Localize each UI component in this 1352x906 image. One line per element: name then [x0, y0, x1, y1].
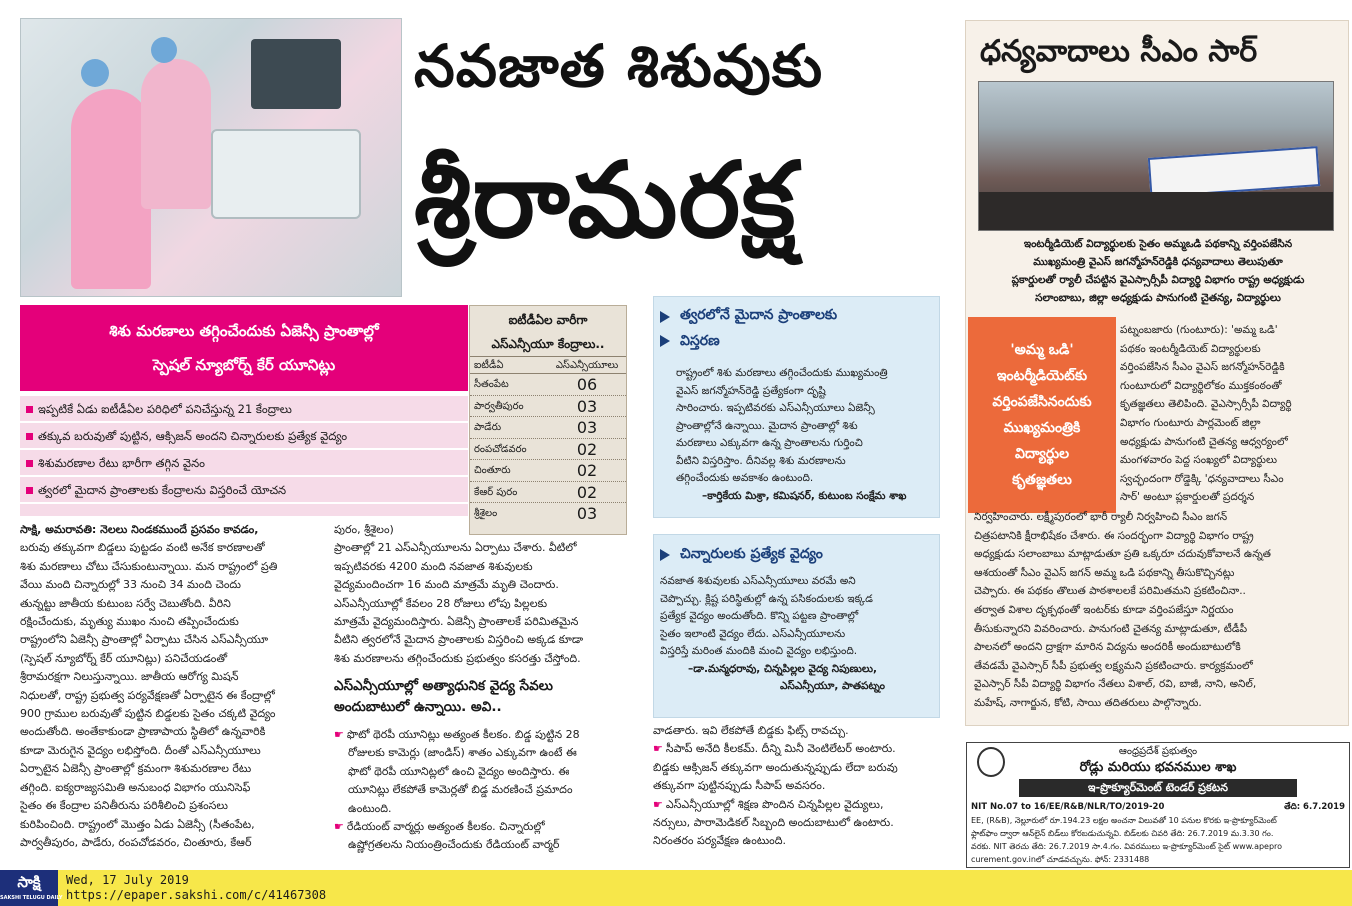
- itda-count: 03: [576, 504, 598, 523]
- text-line: మాత్రమే వైద్యమందిస్తారు. ఏజెన్సీ ప్రాంతాలకే పరిమితమైన: [334, 615, 579, 629]
- text-line: ఫొటో థెరపీ యూనిట్లలో ఉంచి వైద్యం అందిస్తారు. ఈ: [348, 764, 570, 778]
- tender-dept-1: ఆంధ్రప్రదేశ్ ప్రభుత్వం: [1118, 746, 1198, 757]
- text-line: (స్పెషల్ న్యూబోర్న్ కేర్ యూనిట్లు) పనిచేయడంతో: [20, 651, 228, 665]
- subheading-line: అందుబాటులో ఉన్నాయి. అవి..: [334, 699, 502, 715]
- text-line: ప్రత్యేక వైద్యం అందుతోంది. కొన్ని పట్టణ ప్రాంతాల్లో: [660, 610, 859, 622]
- itda-count: 03: [576, 418, 598, 437]
- highlight-line: ముఖ్యమంత్రికి: [1003, 420, 1081, 436]
- itda-count: 02: [576, 461, 598, 480]
- highlight-item: ఇప్పటికే ఏడు ఐటీడీఏల పరిధిలో పనిచేస్తున్న 21 కేంద్రాలు: [20, 396, 468, 423]
- text-line: ఏర్పాటైన ఏజెన్సీ ప్రాంతాల్లో క్రమంగా శిశుమరణాల రేటు: [20, 762, 252, 776]
- arrow-icon: ☛: [653, 797, 663, 811]
- special-care-head: చిన్నారులకు ప్రత్యేక వైద్యం: [654, 541, 939, 567]
- text-line: బిడ్డకు ఆక్సిజన్ తక్కువగా అందుతున్నప్పుడు లేదా బరువు: [653, 760, 898, 774]
- quote-credit: –కార్తికేయ మిశ్రా, కమిషనర్, కుటుంబ సంక్షేమ శాఖ: [702, 489, 907, 502]
- thanks-side-text: [1120, 321, 1344, 507]
- itda-col-count: ఎస్ఎన్సీయూలు: [555, 360, 619, 371]
- article-column-1: [20, 521, 328, 861]
- tender-body: [967, 814, 1349, 866]
- rally-photo: [978, 81, 1334, 231]
- itda-title-2: ఎస్ఎన్సీయూ కేంద్రాలు..: [491, 337, 605, 351]
- tender-date: తేది: 6.7.2019: [1284, 802, 1345, 812]
- text-line: సైతం ఈ కేంద్రాల పనితీరును పరిశీలించి ప్రశంసలు: [20, 799, 228, 813]
- tender-bar: ఇ-ప్రొక్యూర్‌మెంట్ టెండర్ ప్రకటన: [1019, 779, 1297, 797]
- nicu-photo: [20, 18, 402, 297]
- expansion-head-2: విస్తరణ: [654, 327, 939, 355]
- headline-line1: నవజాత శిశువుకు: [414, 32, 824, 100]
- text-line: నిర్వహించారు. లక్ష్మీపురంలో భారీ ర్యాలీ నిర్వహించి సీఎం జగన్: [974, 511, 1228, 523]
- itda-header-row: [470, 356, 626, 374]
- text-line: ప్రాంతాల్లో 21 ఎస్ఎన్సీయూలను ఏర్పాటు చేశారు. వీటిలో: [334, 541, 577, 555]
- text-line: యూనిట్లు లేకపోతే కామెర్లతో బిడ్డ మరణించే ప్రమాదం: [348, 783, 573, 797]
- list-text: ఫొటో థెరపీ యూనిట్లు అత్యంత కీలకం. బిడ్డ పుట్టిన 28: [346, 728, 580, 741]
- logo-subtext: SAKSHI TELUGU DAILY: [0, 895, 63, 901]
- text-line: తర్వాత విశాల దృక్పథంతో ఇంటర్‌కు కూడా వర్తింపజేస్తూ నిర్ణయం: [974, 603, 1234, 616]
- tender-dept-2: రోడ్లు మరియు భవనముల శాఖ: [1079, 760, 1237, 775]
- special-care-text: [654, 573, 939, 696]
- text-line: ఎస్ఎన్సీయూల్లో కేవలం 28 రోజులు లోపు పిల్లలకు: [334, 596, 548, 610]
- text-line: ఫ్లాట్‌ఫాం ద్వారా ఆన్‌లైన్ బిడ్‌లు కోరబడుచున్నవి. బిడ్‌లకు చివరి తేది: 26.7.2019 మ.3.30 గం.: [971, 829, 1274, 838]
- itda-count: 02: [576, 439, 598, 459]
- tender-ref-row: [967, 801, 1349, 814]
- text-line: శ్రీరామరక్షగా నిలుస్తున్నాయి. జాతీయ ఆరోగ్య మిషన్: [20, 670, 239, 684]
- text-line: బరువు తక్కువగా బిడ్డలు పుట్టడం వంటి అనేక కారణాలతో: [20, 541, 265, 555]
- text-line: మహేష్, నాగార్జున, కోటి, సాయి తదితరులు పాల్గొన్నారు.: [974, 696, 1202, 709]
- text-line: పాలనలో అందని ద్రాక్షగా మారిన విద్యను అందరికీ అందుబాటులోకి: [974, 641, 1241, 654]
- table-row: [470, 374, 626, 396]
- highlight-line: 'అమ్మ ఒడి': [1010, 342, 1074, 358]
- highlight-line: ఇంటర్మీడియెట్‌కు: [996, 368, 1088, 384]
- expansion-quote-box: [653, 296, 940, 518]
- arrow-icon: ☛: [653, 742, 663, 756]
- text-line: చిత్రపటానికి క్షీరాభిషేకం చేశారు. ఈ సందర్భంగా విద్యార్థి విభాగం రాష్ట్ర: [974, 529, 1254, 542]
- text-line: 900 గ్రాముల బరువుతో పుట్టిన బిడ్డలకు సైతం చక్కటి వైద్యం: [20, 707, 276, 721]
- text-line: వర్తింపజేసిన సీఎం వైఎస్ జగన్మోహన్‌రెడ్డికి: [1120, 361, 1285, 374]
- itda-name: పార్వతీపురం: [474, 400, 524, 412]
- text-line: విస్తరిస్తే మరింత మందికి మంచి వైద్యం లభిస్తుంది.: [660, 645, 858, 657]
- highlight-line: విద్యార్థుల: [1015, 446, 1069, 462]
- text-line: వరకు. NIT తెరచు తేది: 26.7.2019 సా.4.గం. వివరములు ఇ-ప్రొక్యూర్‌మెంట్ సైట్ www.apepro: [971, 842, 1283, 851]
- dateline: సాక్షి, అమరావతి: నెలలు నిండకముందే ప్రసవం కావడం,: [20, 523, 259, 536]
- text-line: నర్సులు, పారామెడికల్ సిబ్బంది అందుబాటులో ఉంటారు.: [653, 816, 894, 830]
- text-line: వాడతారు. ఇవి లేకపోతే బిడ్డకు ఫిట్స్ రావచ్చు.: [653, 724, 849, 737]
- text-line: అందుతోంది. అంతేకాకుండా ప్రాణాపాయ స్థితిలో ఉన్నవారికి: [20, 725, 266, 739]
- highlight-item: తక్కువ బరువుతో పుట్టిన, ఆక్సిజన్ అందని చిన్నారులకు ప్రత్యేక వైద్యం: [20, 423, 468, 450]
- text-line: [334, 726, 648, 744]
- highlight-item: త్వరలో మైదాన ప్రాంతాలకు కేంద్రాలను విస్తరించే యోచన: [20, 477, 468, 504]
- text-line: రాష్ట్రంలో శిశు మరణాలు తగ్గించేందుకు ముఖ్యమంత్రి: [676, 367, 888, 379]
- text-line: తేవడమే వైఎస్సార్ సీపీ ప్రభుత్వ లక్ష్యమని ప్రకటించారు. కార్యక్రమంలో: [974, 659, 1253, 672]
- text-line: రక్షించేందుకు, మృత్యు ముఖం నుంచి తప్పించేందుకు: [20, 615, 239, 629]
- sakshi-logo[interactable]: [0, 870, 63, 906]
- services-subheading: [334, 676, 648, 718]
- text-line: వైఎస్సార్ సీపీ విద్యార్థి విభాగం నేతలు విశాల్, రవి, బాజీ, నాని, అనిల్,: [974, 678, 1257, 691]
- text-line: పట్నంబజారు (గుంటూరు): 'అమ్మ ఒడి': [1120, 324, 1278, 336]
- text-line: సార్' అంటూ ప్లకార్డులతో ప్రదర్శన: [1120, 491, 1255, 504]
- text-line: స్వచ్ఛందంగా రోడ్డెక్కి 'ధన్యవాదాలు సీఎం: [1120, 472, 1284, 485]
- subheading-line: ఎస్ఎన్సీయూల్లో అత్యాధునిక వైద్య సేవలు: [334, 678, 553, 694]
- thanks-title: ధన్యవాదాలు సీఎం సార్: [980, 34, 1258, 69]
- article-column-2: [334, 521, 648, 671]
- text-line: తున్నట్టు జాతీయ కుటుంబ సర్వే చెబుతోంది. వీరిని: [20, 596, 231, 610]
- rally-caption: [974, 235, 1342, 307]
- text-line: తగ్గింది. ఐక్యరాజ్యసమితి అనుబంధ విభాగం యునిసెఫ్: [20, 780, 251, 794]
- text-line: [653, 796, 948, 814]
- text-line: వైద్యమందించగా 16 మంది మాత్రమే మృతి చెందారు.: [334, 578, 559, 592]
- tender-advertisement: [966, 742, 1350, 868]
- headline-line2: శ్రీరామరక్ష: [414, 139, 797, 261]
- pink-line1: శిశు మరణాలు తగ్గించేందుకు ఏజెన్సీ ప్రాంతాల్లో: [109, 322, 379, 340]
- pink-line2: స్పెషల్ న్యూబోర్న్ కేర్ యూనిట్లు: [152, 356, 336, 374]
- text-line: నిరంతరం పర్యవేక్షణ ఉంటుంది.: [653, 834, 786, 848]
- text-line: curement.gov.inలో చూడవచ్చును. ఫోన్: 2331488: [971, 855, 1150, 864]
- amma-odi-highlight-box: [968, 317, 1116, 513]
- text-line: శిశు మరణాలను తగ్గించేందుకు ప్రభుత్వం కసరత్తు చేస్తోంది.: [334, 651, 581, 665]
- text-line: పురం, శ్రీశైలం): [334, 523, 394, 536]
- text-line: విభాగం గుంటూరు పార్లమెంట్ జిల్లా: [1120, 416, 1261, 429]
- text-line: శిశు మరణాలు చోటు చేసుకుంటున్నాయి. మన రాష్ట్రంలో ప్రతి: [20, 559, 278, 573]
- text-line: ఉష్ణోగ్రతలను నియంత్రించేందుకు రేడియంట్ వార్మర్: [348, 838, 560, 852]
- text-line: చెప్పొచ్చు. క్లిష్ట పరిస్థితుల్లో ఉన్న పసికందులకు ఇక్కడ: [660, 592, 873, 605]
- text-line: అధ్యక్షుడు పానుగంటి చైతన్య ఆధ్వర్యంలో: [1120, 435, 1288, 448]
- text-line: [20, 521, 328, 539]
- text-line: వీటిని త్వరలోనే మైదాన ప్రాంతాలకు విస్తరించి అక్కడ కూడా: [334, 633, 584, 647]
- text-line: వేయి మంది చిన్నారుల్లో 33 నుంచి 34 మంది చెందు: [20, 578, 241, 592]
- footer-date: Wed, 17 July 2019: [66, 873, 189, 887]
- text-line: తీసుకున్నారని వివరించారు. పానుగంటి చైతన్య మాట్లాడుతూ, టీడీపీ: [974, 622, 1248, 635]
- table-row: [470, 460, 626, 482]
- tender-ref: NIT No.07 to 16/EE/R&B/NLR/TO/2019-20: [971, 802, 1165, 812]
- text-line: చెప్పారు. ఈ పథకం తొలుత పాఠశాలలకే పరిమితమని ప్రకటించినా..: [974, 585, 1246, 598]
- caption-line: ముఖ్యమంత్రి వైఎస్ జగన్మోహన్‌రెడ్డికి ధన్యవాదాలు తెలుపుతూ: [1033, 256, 1283, 268]
- text-line: తక్కువగా పుట్టినప్పుడు సీపాప్ అవసరం.: [653, 779, 826, 793]
- itda-table: [469, 305, 627, 535]
- table-row: [470, 439, 626, 461]
- text-line: [653, 740, 948, 758]
- text-line: కూడా మెరుగైన వైద్యం లభిస్తోంది. దీంతో ఎస్ఎన్సీయూలు: [20, 743, 261, 757]
- arrow-icon: ☛: [334, 728, 344, 741]
- table-row: [470, 417, 626, 439]
- thanks-full-text: [974, 508, 1344, 713]
- caption-line: ప్లకార్డులతో ర్యాలీ చేపట్టిన వైఎస్సార్సీపీ విద్యార్థి విభాగం రాష్ట్ర అధ్యక్షుడు: [1011, 274, 1305, 286]
- list-text: రేడియంట్ వార్మర్లు అత్యంత కీలకం. చిన్నారుల్లో: [346, 820, 545, 834]
- text-line: ఆశయంతో సీఎం వైఎస్ జగన్ అమ్మ ఒడి పథకాన్ని తీసుకొచ్చినట్లు: [974, 566, 1235, 579]
- text-line: గుంటూరులో విద్యార్థిలోకం ముక్తకంఠంతో: [1120, 379, 1282, 392]
- expansion-quote-text: [654, 365, 939, 505]
- thanks-cm-story: [965, 20, 1349, 726]
- list-text: ఎస్ఎన్సీయూల్లో శిక్షణ పొందిన చిన్నపిల్లల వైద్యులు,: [665, 797, 884, 811]
- itda-name: పాడేరు: [474, 422, 502, 433]
- text-line: సైతం ఇలాంటి వైద్యం లేదు. ఎస్ఎన్సీయూలను: [660, 627, 846, 640]
- highlight-line: కృతజ్ఞతలు: [1012, 472, 1072, 488]
- text-line: ఇప్పటివరకు 4200 మంది నవజాత శిశువులకు: [334, 559, 533, 573]
- text-line: కురిపించింది. రాష్ట్రంలో మొత్తం ఏడు ఏజెన్సీ (సీతంపేట,: [20, 817, 255, 831]
- text-line: కృతజ్ఞతలు తెలిపింది. వైఎస్సార్సీపీ విద్యార్థి: [1120, 398, 1292, 411]
- table-row: [470, 396, 626, 418]
- list-text: సీపాప్ అనేది కీలకమ్. దీన్ని మినీ వెంటిలేటర్ అంటారు.: [665, 742, 896, 756]
- itda-col-name: ఐటీడీఏ: [474, 360, 504, 371]
- text-line: ఉంటుంది.: [348, 801, 392, 815]
- text-line: EE, (R&B), నెల్లూరులో రూ.194.23 లక్షల అంచనా విలువతో 10 పనుల కొరకు ఇ-ప్రొక్యూర్‌మెంట్: [971, 816, 1277, 825]
- table-row: [470, 482, 626, 504]
- services-list: [334, 726, 648, 860]
- itda-title-1: ఐటీడీఏల వారీగా: [508, 313, 588, 327]
- text-line: రోజులకు కామెర్లు (జాండిస్) శాతం ఎక్కువగా ఉంటే ఈ: [348, 746, 577, 760]
- text-line: తగ్గించేందుకు అవకాశం ఉంటుంది.: [676, 472, 814, 484]
- text-line: సారించారు. ఇప్పటివరకు ఎస్ఎన్సీయూలు ఏజెన్సీ: [676, 402, 875, 414]
- text-line: వీటిని విస్తరిస్తాం. దీనివల్ల శిశు మరణాలను: [676, 454, 846, 467]
- footer-bar: [0, 870, 1352, 906]
- text-line: మరణాలు ఎక్కువగా ఉన్న ప్రాంతాలను గుర్తించి: [676, 437, 863, 449]
- itda-count: 02: [576, 482, 598, 502]
- arrow-icon: ☛: [334, 820, 344, 834]
- text-line: పార్వతీపురం, పాడేరు, రంపచోడవరం, చింతూరు, కేఆర్: [20, 835, 252, 849]
- pink-subheadline-box: [20, 305, 468, 391]
- text-line: నిధులతో, రాష్ట్ర ప్రభుత్వ పర్యవేక్షణతో ఏర్పాటైన ఈ కేంద్రాల్లో: [20, 688, 275, 702]
- itda-count: 03: [576, 396, 598, 416]
- govt-emblem-icon: [977, 747, 1005, 777]
- footer-url[interactable]: https://epaper.sakshi.com/c/41467308: [66, 888, 327, 902]
- itda-name: శ్రీశైలం: [474, 508, 498, 519]
- text-line: మంగళవారం పెద్ద సంఖ్యలో విద్యార్థులు: [1120, 454, 1278, 467]
- logo-text: సాక్షి: [17, 873, 41, 891]
- text-line: ప్రాంతాల్లోనే ఉన్నాయి. మైదాన ప్రాంతాల్లో శిశు: [676, 419, 858, 432]
- itda-name: చింతూరు: [474, 465, 511, 476]
- text-line: [334, 818, 648, 836]
- text-line: పథకం ఇంటర్మీడియెట్ విద్యార్థులకు: [1120, 342, 1261, 355]
- text-line: రాష్ట్రంలోని ఏజెన్సీ ప్రాంతాల్లో ఏర్పాటు చేసిన ఎస్ఎన్సీయూ: [20, 633, 269, 647]
- caption-line: ఇంటర్మీడియెట్ విద్యార్థులకు సైతం అమ్మఒడి పథకాన్ని వర్తింపజేసిన: [1023, 238, 1293, 250]
- text-line: వైఎస్ జగన్మోహన్‌రెడ్డి ప్రత్యేకంగా దృష్టి: [676, 384, 826, 397]
- quote-credit: –డా.మన్మధరావు, చిన్నపిల్లల వైద్య నిపుణులు,: [688, 662, 877, 675]
- text-line: నవజాత శిశువులకు ఎస్ఎన్సీయూలు వరమే అని: [660, 575, 856, 587]
- caption-line: సలాంబాబు, జిల్లా అధ్యక్షుడు పానుగంటి చైతన్య, విద్యార్థులు: [1035, 292, 1281, 304]
- highlight-item: శిశుమరణాల రేటు భారీగా తగ్గిన వైనం: [20, 450, 468, 477]
- article-column-3: [653, 722, 948, 862]
- itda-name: కేఆర్ పురం: [474, 486, 518, 498]
- itda-name: సీతంపేట: [474, 379, 509, 390]
- highlights-list: [20, 396, 468, 516]
- quote-credit: ఎస్ఎన్సీయూ, పాతపట్నం: [780, 680, 885, 692]
- expansion-head-1: త్వరలోనే మైదాన ప్రాంతాలకు: [654, 303, 939, 327]
- itda-count: 06: [576, 375, 598, 394]
- highlight-line: వర్తింపజేసినందుకు: [992, 394, 1092, 410]
- text-line: అధ్యక్షుడు సలాంబాబు మాట్లాడుతూ ప్రతి ఒక్కరూ చదువుకోవాలనే ఉన్నత: [974, 548, 1271, 561]
- itda-name: రంపచోడవరం: [474, 443, 527, 455]
- special-care-quote-box: [653, 534, 940, 718]
